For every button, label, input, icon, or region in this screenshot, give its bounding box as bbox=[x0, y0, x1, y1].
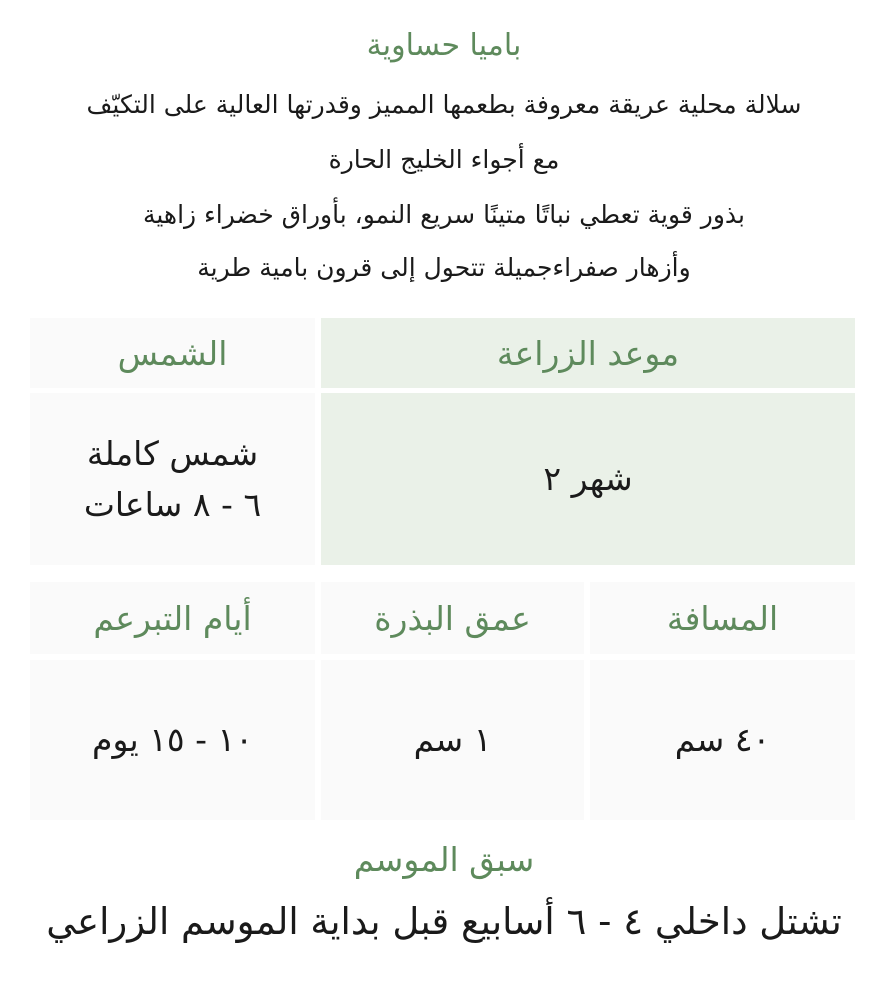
description-line-2: مع أجواء الخليج الحارة bbox=[328, 145, 560, 174]
season-text: تشتل داخلي ٤ - ٦ أسابيع قبل بداية الموسم الزراعي bbox=[46, 900, 842, 943]
spacing-value: ٤٠ سم bbox=[590, 660, 855, 820]
spacing-header: المسافة bbox=[590, 582, 855, 654]
planting-time-header: موعد الزراعة bbox=[321, 318, 855, 388]
page-title: باميا حساوية bbox=[366, 28, 522, 63]
germination-value: ١٠ - ١٥ يوم bbox=[30, 660, 315, 820]
seed-depth-header: عمق البذرة bbox=[321, 582, 584, 654]
sun-header: الشمس bbox=[30, 318, 315, 388]
germination-header: أيام التبرعم bbox=[30, 582, 315, 654]
description-line-1: سلالة محلية عريقة معروفة بطعمها المميز وقدرتها العالية على التكيّف bbox=[86, 90, 802, 119]
description-line-4: وأزهار صفراءجميلة تتحول إلى قرون بامية طرية bbox=[197, 253, 691, 282]
planting-time-value: شهر ٢ bbox=[321, 393, 855, 565]
season-title: سبق الموسم bbox=[353, 840, 535, 879]
sun-value bbox=[30, 393, 315, 565]
description-line-3: بذور قوية تعطي نباتًا متينًا سريع النمو، بأوراق خضراء زاهية bbox=[142, 200, 746, 229]
sun-value-line-1: شمس كاملة bbox=[86, 433, 259, 473]
seed-depth-value: ١ سم bbox=[321, 660, 584, 820]
sun-value-line-2: ٦ - ٨ ساعات bbox=[83, 485, 262, 524]
